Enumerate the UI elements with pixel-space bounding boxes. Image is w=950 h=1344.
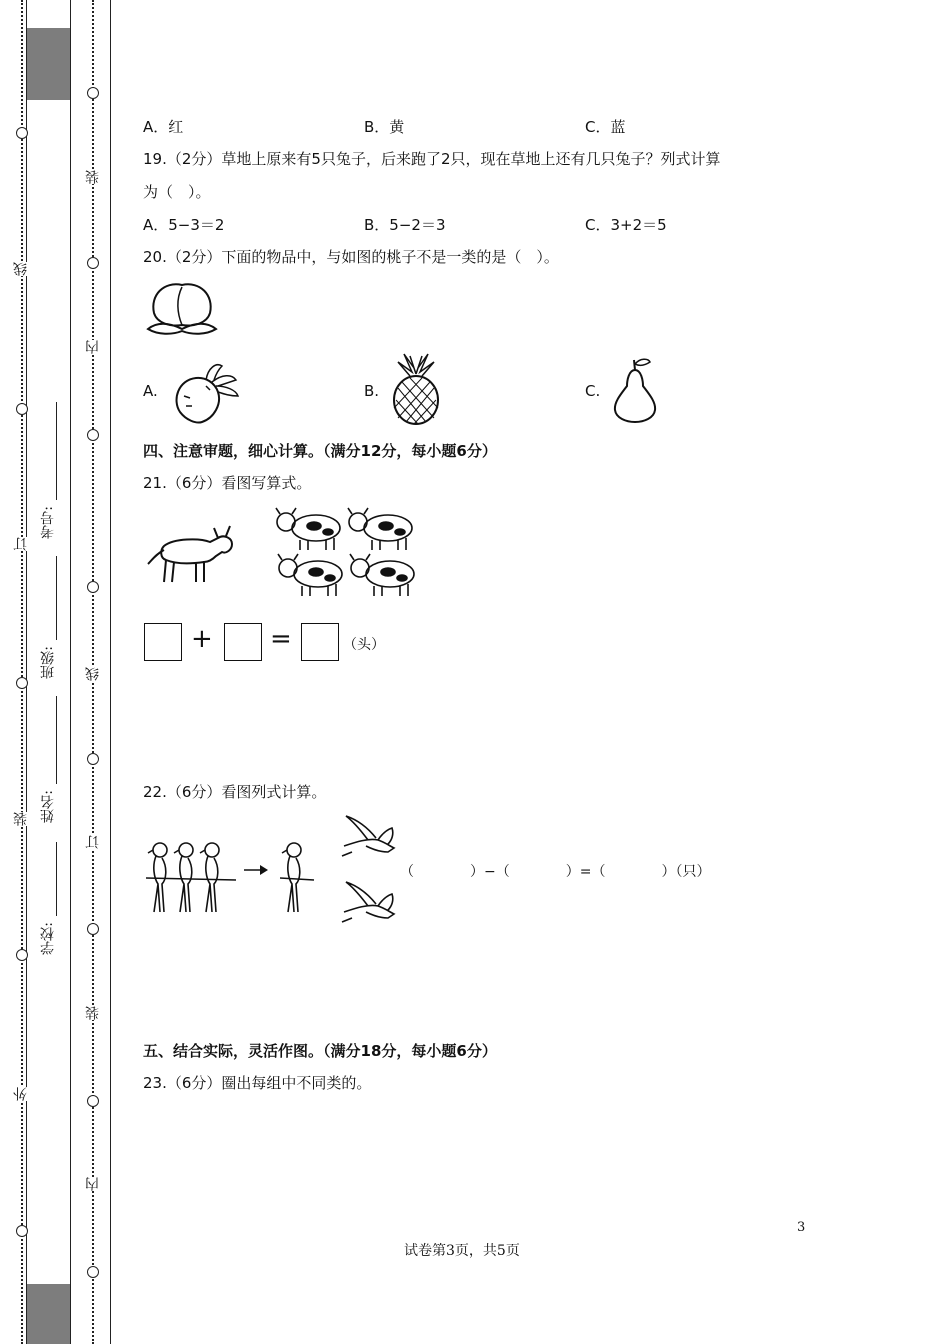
flying-bird-image	[338, 878, 400, 924]
outer-dotted-line	[21, 0, 23, 1344]
margin-label-ding: 订	[13, 537, 29, 551]
q21-unit: （头）	[343, 637, 385, 653]
q21-equals-sign: =	[270, 624, 292, 654]
margin-circle	[16, 403, 28, 415]
margin-label-ding: 订	[85, 835, 101, 849]
pear-image[interactable]	[610, 356, 660, 424]
margin-circle	[16, 949, 28, 961]
radish-image[interactable]	[166, 356, 244, 426]
field-name-label: 姓名:	[40, 790, 56, 823]
q21-plus-sign: +	[191, 624, 213, 654]
field-school-label: 学校:	[40, 922, 56, 955]
margin-label-xian: 线	[13, 262, 29, 276]
q18-option-a[interactable]: A．红	[143, 118, 184, 136]
q21-question: 21.（6分）看图写算式。	[143, 474, 312, 492]
margin-circle	[87, 581, 99, 593]
field-exam-number-blank[interactable]	[56, 402, 58, 500]
section-5-title: 五、结合实际，灵活作图。（满分18分，每小题6分）	[143, 1042, 497, 1060]
margin-label-nei: 内	[85, 340, 101, 354]
binding-margin	[0, 0, 112, 1344]
flying-bird-image	[338, 812, 400, 858]
margin-gray-block-bottom	[26, 1284, 70, 1344]
margin-line	[110, 0, 111, 1344]
pineapple-image[interactable]	[390, 352, 442, 426]
q20-option-a[interactable]: A.	[143, 382, 158, 400]
margin-circle	[16, 127, 28, 139]
q19-option-a[interactable]: A．5−3＝2	[143, 216, 225, 234]
arrow-right-icon	[244, 864, 270, 876]
q22-question: 22.（6分）看图列式计算。	[143, 783, 327, 801]
q18-option-b[interactable]: B．黄	[364, 118, 405, 136]
margin-circle	[87, 257, 99, 269]
page-footer: 试卷第3页，共5页	[404, 1243, 520, 1259]
q20-option-b[interactable]: B.	[364, 382, 380, 400]
q20-question: 20.（2分）下面的物品中，与如图的桃子不是一类的是（ ）。	[143, 248, 559, 266]
margin-label-zhuang: 装	[13, 812, 29, 826]
margin-label-xian: 线	[85, 667, 101, 681]
q21-answer-box-1[interactable]	[144, 623, 182, 661]
margin-line	[70, 0, 71, 1344]
margin-line	[26, 0, 27, 1344]
field-class-blank[interactable]	[56, 556, 58, 640]
margin-label-zhuang: 装	[85, 170, 101, 184]
q20-option-c[interactable]: C.	[585, 382, 601, 400]
field-exam-number-label: 考号:	[40, 506, 56, 539]
q19-option-c[interactable]: C．3+2＝5	[585, 216, 667, 234]
q21-answer-box-2[interactable]	[224, 623, 262, 661]
field-name-blank[interactable]	[56, 696, 58, 784]
q18-option-c[interactable]: C．蓝	[585, 118, 626, 136]
margin-circle	[87, 429, 99, 441]
margin-circle	[16, 677, 28, 689]
three-birds-on-wire-image	[146, 836, 238, 916]
q23-question: 23.（6分）圈出每组中不同类的。	[143, 1074, 372, 1092]
margin-circle	[87, 1266, 99, 1278]
cow-group-image	[270, 506, 422, 600]
q19-question: 19.（2分）草地上原来有5只兔子，后来跑了2只，现在草地上还有几只兔子？列式计算	[143, 150, 721, 168]
single-cow-image	[146, 520, 238, 586]
peach-image	[144, 279, 220, 339]
margin-label-zhuang: 装	[85, 1006, 101, 1020]
margin-circle	[87, 753, 99, 765]
margin-label-wai: 外	[13, 1087, 29, 1101]
q19-option-b[interactable]: B．5−2＝3	[364, 216, 446, 234]
margin-circle	[87, 87, 99, 99]
field-school-blank[interactable]	[56, 842, 58, 916]
margin-circle	[87, 923, 99, 935]
margin-label-nei: 内	[85, 1177, 101, 1191]
q21-answer-box-3[interactable]	[301, 623, 339, 661]
page-number-corner: 3	[797, 1220, 806, 1235]
q19-question-cont: 为（ ）。	[143, 183, 211, 201]
field-class-label: 班级:	[40, 646, 56, 679]
margin-gray-block-top	[26, 28, 70, 100]
margin-circle	[87, 1095, 99, 1107]
section-4-title: 四、注意审题，细心计算。（满分12分，每小题6分）	[143, 442, 497, 460]
q22-answer-formula[interactable]: （ ）−（ ）=（ ）（只）	[400, 864, 711, 880]
margin-circle	[16, 1225, 28, 1237]
one-bird-on-wire-image	[280, 836, 316, 916]
